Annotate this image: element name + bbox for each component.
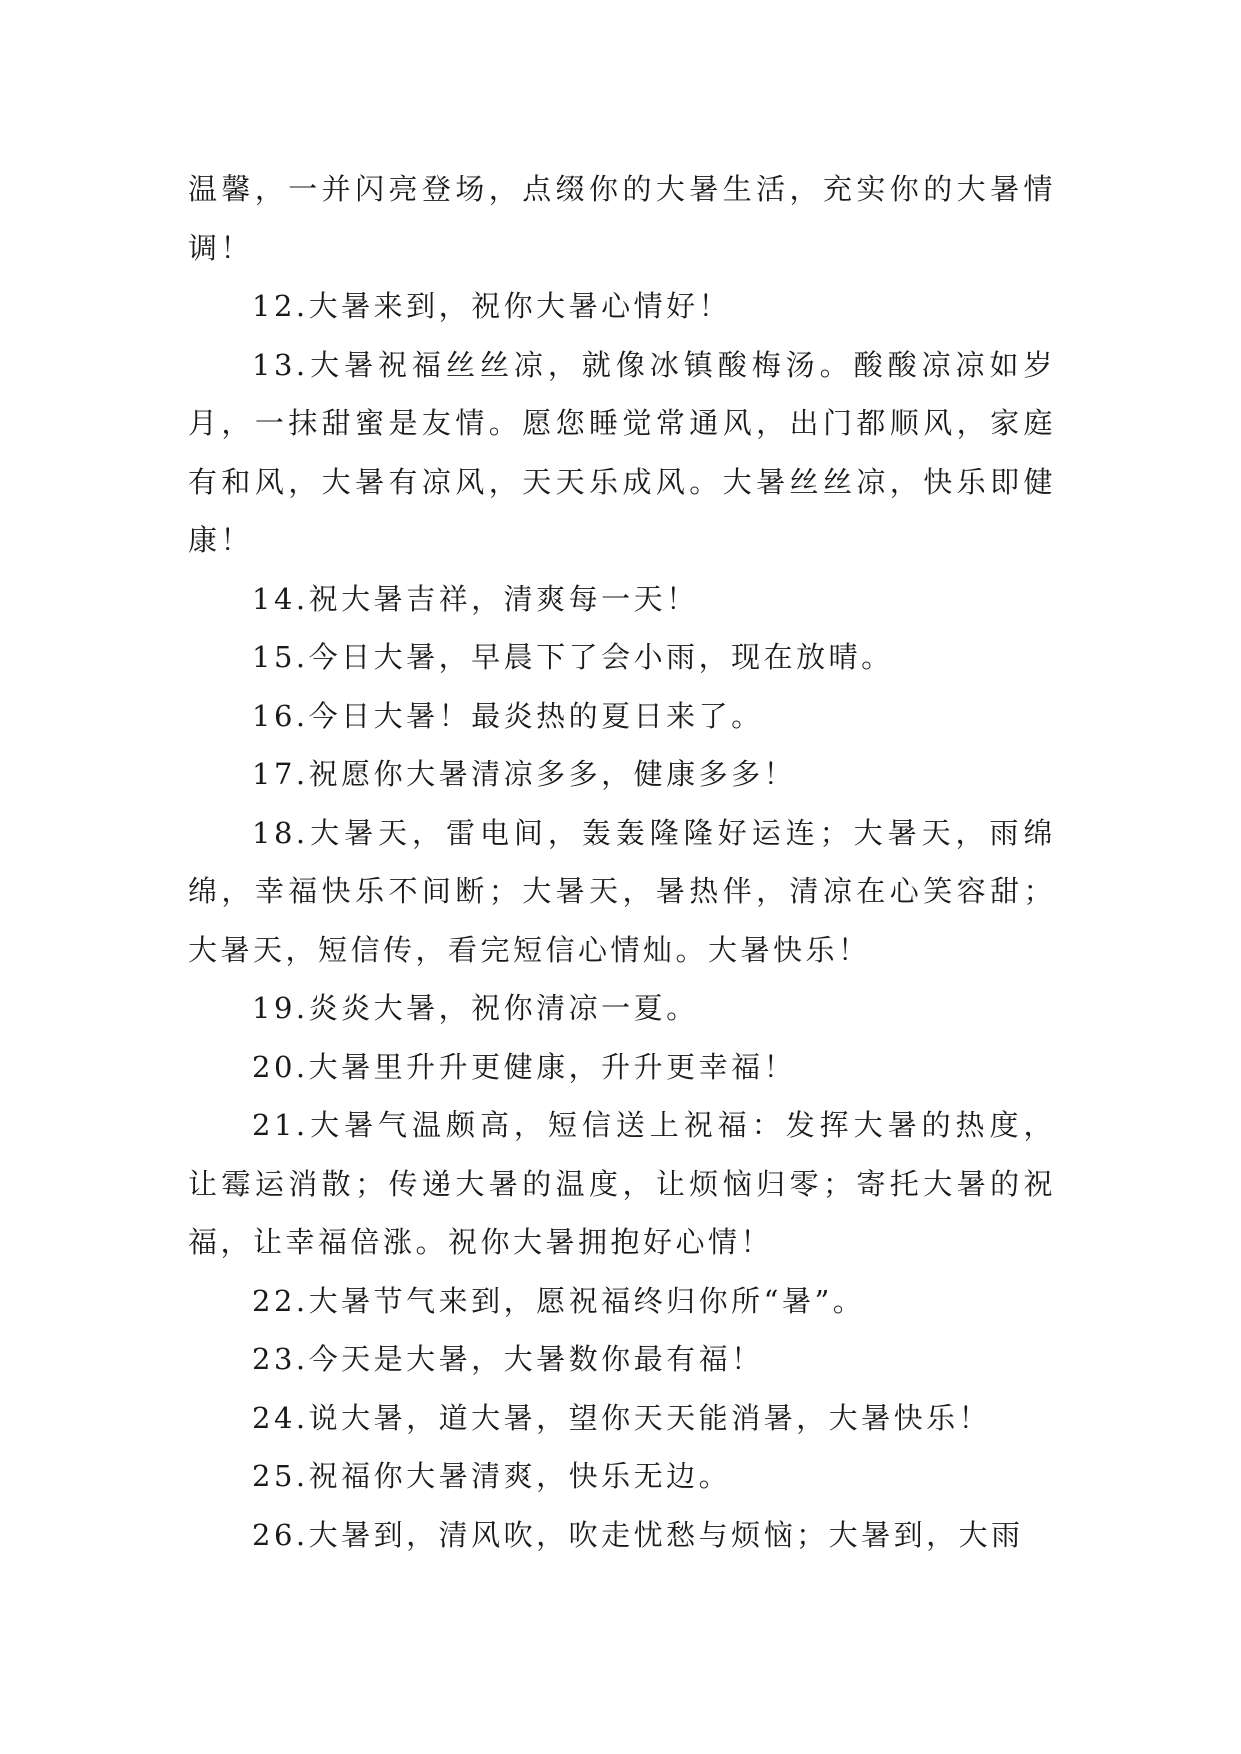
paragraph-24: 24.说大暑，道大暑，望你天天能消暑，大暑快乐！ <box>252 1400 992 1435</box>
paragraph-21: 21.大暑气温颇高，短信送上祝福：发挥大暑的热度，让霉运消散；传递大暑的温度，让烦恼归零；寄托大暑的祝福，让幸福倍涨。祝你大暑拥抱好心情！ <box>188 1108 1056 1259</box>
paragraph-20: 20.大暑里升升更健康，升升更幸福！ <box>252 1049 797 1084</box>
paragraph-17: 17.祝愿你大暑清凉多多，健康多多！ <box>252 757 797 791</box>
paragraph-13: 13.大暑祝福丝丝凉，就像冰镇酸梅汤。酸酸凉凉如岁月，一抹甜蜜是友情。愿您睡觉常通风，出门都顺风，家庭有和风，大暑有凉风，天天乐成风。大暑丝丝凉，快乐即健康！ <box>188 347 1056 557</box>
paragraph-15: 15.今日大暑，早晨下了会小雨，现在放晴。 <box>252 640 894 674</box>
paragraph-12: 12.大暑来到，祝你大暑心情好！ <box>252 289 732 323</box>
document-body <box>188 160 1056 1564</box>
paragraph-22: 22.大暑节气来到，愿祝福终归你所“暑”。 <box>252 1283 866 1318</box>
paragraph-16: 16.今日大暑！最炎热的夏日来了。 <box>252 698 764 733</box>
paragraph-19: 19.炎炎大暑，祝你清凉一夏。 <box>252 991 699 1025</box>
paragraph-23: 23.今天是大暑，大暑数你最有福！ <box>252 1342 764 1376</box>
paragraph-continuation: 温馨，一并闪亮登场，点缀你的大暑生活，充实你的大暑情调！ <box>188 172 1056 265</box>
paragraph-18: 18.大暑天，雷电间，轰轰隆隆好运连；大暑天，雨绵绵，幸福快乐不间断；大暑天，暑热伴，清凉在心笑容甜；大暑天，短信传，看完短信心情灿。大暑快乐！ <box>188 815 1056 967</box>
paragraph-14: 14.祝大暑吉祥，清爽每一天！ <box>252 581 699 616</box>
paragraph-25: 25.祝福你大暑清爽，快乐无边。 <box>252 1459 732 1493</box>
paragraph-26: 26.大暑到，清风吹，吹走忧愁与烦恼；大暑到，大雨 <box>252 1517 1024 1552</box>
